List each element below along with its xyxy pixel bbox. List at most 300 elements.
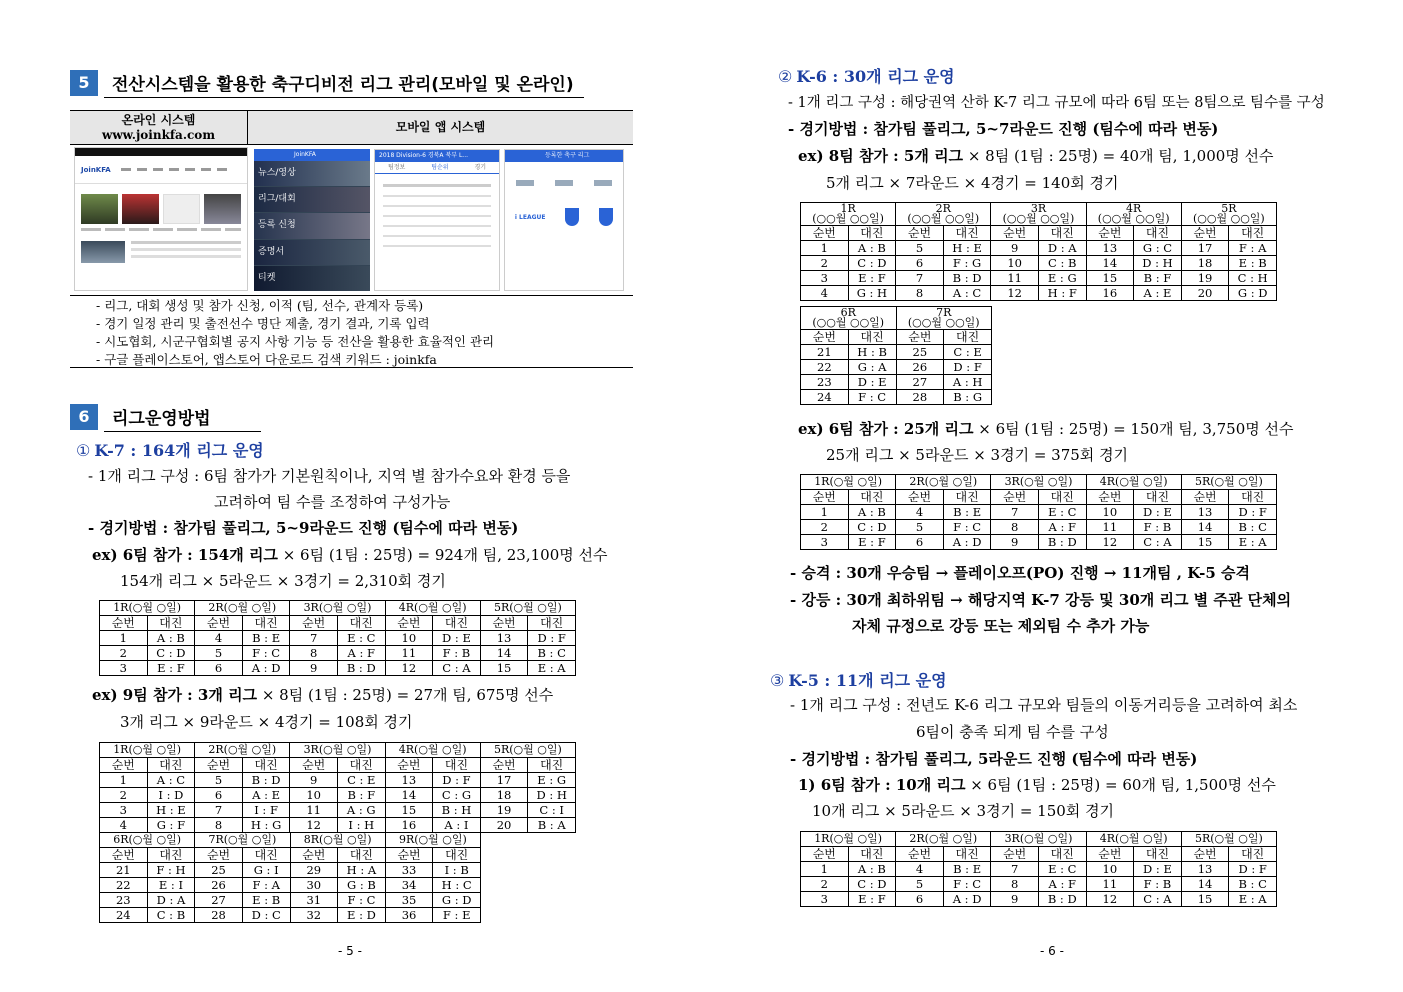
match-order: 22: [100, 878, 148, 893]
match-pairing: A : H: [944, 375, 992, 390]
k7-example-2-calc: 3개 리그 × 9라운드 × 4경기 = 108회 경기: [120, 713, 413, 731]
match-pairing: F : C: [242, 646, 290, 661]
col-label-order: 순번: [100, 616, 148, 631]
match-pairing: A : F: [337, 646, 385, 661]
match-order: 33: [385, 863, 433, 878]
k6-8team-schedule-1: [800, 202, 1277, 301]
round-header: [1181, 203, 1276, 226]
k5-6team-schedule: [800, 831, 1277, 907]
match-pairing: C : D: [848, 877, 896, 892]
app-screenshot-leagues: 등록한 축구 리그 i LEAGUE: [504, 149, 624, 291]
app-menu-item[interactable]: 등록 신청: [254, 213, 370, 239]
round-name: 3R: [1030, 201, 1047, 215]
match-order: 5: [896, 241, 944, 256]
match-order: 16: [1086, 286, 1134, 301]
match-order: 24: [100, 908, 148, 923]
match-order: 1: [100, 631, 148, 646]
match-pairing: I : H: [337, 818, 385, 833]
match-order: 6: [896, 535, 944, 550]
round-header: [991, 203, 1086, 226]
col-label-match: 대진: [848, 330, 896, 345]
match-order: 28: [896, 390, 944, 405]
col-label-match: 대진: [1038, 490, 1086, 505]
round-date: (○○월 ○○일): [1002, 212, 1075, 225]
k5-example-1-calc: 10개 리그 × 5라운드 × 3경기 = 150회 경기: [812, 802, 1115, 820]
match-order: 8: [896, 286, 944, 301]
section-6-heading: [70, 402, 261, 432]
app2-tab[interactable]: 팀순위: [431, 164, 449, 171]
match-order: 14: [1086, 256, 1134, 271]
match-pairing: C : E: [337, 773, 385, 788]
match-order: 12: [290, 818, 338, 833]
match-order: 27: [896, 375, 944, 390]
match-pairing: F : A: [1229, 241, 1277, 256]
match-order: 4: [896, 505, 944, 520]
match-pairing: H : A: [338, 863, 386, 878]
match-order: 12: [991, 286, 1039, 301]
match-pairing: E : F: [848, 535, 896, 550]
match-order: 21: [801, 345, 849, 360]
round-header: [896, 307, 992, 330]
page-number: - 6 -: [1040, 944, 1064, 958]
table-row: [100, 863, 481, 878]
match-pairing: D : H: [1134, 256, 1182, 271]
col-label-order: 순번: [1181, 490, 1229, 505]
table-row: [801, 390, 992, 405]
match-order: 2: [100, 646, 148, 661]
match-order: 7: [991, 505, 1039, 520]
match-order: 5: [195, 646, 243, 661]
round-date: (○○월 ○○일): [812, 212, 884, 225]
match-pairing: C : I: [528, 803, 576, 818]
match-pairing: D : E: [848, 375, 896, 390]
match-order: 15: [1181, 535, 1229, 550]
match-order: 10: [1086, 862, 1134, 877]
match-order: 2: [801, 256, 849, 271]
match-order: 9: [290, 661, 338, 676]
app-menu-item[interactable]: 리그/대회: [254, 187, 370, 213]
round-name: 4R: [1126, 201, 1142, 215]
round-header: 3R(○월 ○일): [991, 832, 1086, 847]
match-order: 35: [385, 893, 433, 908]
col-label-order: 순번: [1181, 226, 1229, 241]
round-header: 4R(○월 ○일): [1086, 832, 1181, 847]
match-pairing: B : D: [242, 773, 290, 788]
match-order: 9: [991, 241, 1039, 256]
match-pairing: D : H: [528, 788, 576, 803]
match-order: 5: [195, 773, 243, 788]
match-pairing: E : I: [147, 878, 195, 893]
match-pairing: B : D: [1038, 535, 1086, 550]
match-order: 4: [100, 818, 148, 833]
match-order: 15: [1086, 271, 1134, 286]
system-bullet: - 구글 플레이스토어, 앱스토어 다운로드 검색 키워드 : joinkfa: [96, 352, 437, 367]
match-pairing: G : I: [242, 863, 290, 878]
col-label-match: 대진: [1038, 226, 1086, 241]
match-pairing: B : C: [1229, 877, 1277, 892]
round-header: [801, 203, 896, 226]
round-header: 7R(○월 ○일): [195, 833, 290, 848]
round-header: 2R(○월 ○일): [896, 475, 991, 490]
match-order: 29: [290, 863, 338, 878]
round-header: 6R(○월 ○일): [100, 833, 195, 848]
match-order: 13: [385, 773, 433, 788]
round-header: 3R(○월 ○일): [991, 475, 1086, 490]
match-order: 7: [290, 631, 338, 646]
col-label-match: 대진: [242, 758, 290, 773]
match-order: 18: [1181, 256, 1229, 271]
match-order: 11: [1086, 877, 1134, 892]
col-label-order: 순번: [195, 758, 243, 773]
match-pairing: A : B: [848, 505, 896, 520]
match-order: 17: [480, 773, 528, 788]
match-order: 17: [1181, 241, 1229, 256]
match-order: 3: [801, 535, 849, 550]
col-label-order: 순번: [100, 758, 148, 773]
col-label-order: 순번: [480, 616, 528, 631]
match-order: 22: [801, 360, 849, 375]
match-order: 15: [480, 661, 528, 676]
match-pairing: E : F: [848, 892, 896, 907]
match-order: 3: [801, 892, 849, 907]
section-title: 리그운영방법: [104, 402, 261, 432]
match-pairing: F : G: [943, 256, 991, 271]
round-header: 9R(○월 ○일): [385, 833, 480, 848]
round-header: [1086, 203, 1181, 226]
match-pairing: D : F: [1229, 862, 1277, 877]
match-order: 14: [385, 788, 433, 803]
match-order: 8: [991, 877, 1039, 892]
match-order: 18: [480, 788, 528, 803]
match-pairing: E : F: [848, 271, 896, 286]
table-row: [801, 505, 1277, 520]
match-pairing: H : F: [1038, 286, 1086, 301]
k7-heading: [76, 438, 264, 461]
app-screenshot-standings: [374, 149, 500, 291]
match-pairing: A : F: [1038, 877, 1086, 892]
col-label-order: 순번: [896, 847, 944, 862]
match-order: 20: [1181, 286, 1229, 301]
match-order: 5: [896, 877, 944, 892]
match-order: 1: [801, 862, 849, 877]
col-label-match: 대진: [848, 490, 896, 505]
k6-line: - 1개 리그 구성 : 해당권역 산하 K-7 리그 규모에 따라 6팀 또는 8팀으로 팀수를 구성: [788, 95, 1325, 111]
match-pairing: F : B: [1134, 877, 1182, 892]
k5-heading: [770, 668, 947, 691]
match-order: 34: [385, 878, 433, 893]
mobile-system-header: 모바일 앱 시스템: [248, 111, 633, 145]
match-pairing: B : D: [943, 271, 991, 286]
col-label-match: 대진: [433, 848, 481, 863]
round-date: (○○월 ○○일): [1193, 212, 1265, 225]
match-order: 6: [896, 256, 944, 271]
col-label-order: 순번: [1086, 490, 1134, 505]
table-row: [801, 375, 992, 390]
match-order: 23: [100, 893, 148, 908]
col-label-match: 대진: [337, 616, 385, 631]
match-pairing: E : A: [528, 661, 576, 676]
k6-title: K-6 : 30개 리그 운영: [796, 67, 955, 86]
col-label-match: 대진: [943, 847, 991, 862]
match-pairing: B : G: [944, 390, 992, 405]
example-text: × 6팀 (1팀 : 25명) = 924개 팀, 23,100명 선수: [277, 546, 608, 564]
match-order: 1: [801, 241, 849, 256]
round-header: 4R(○월 ○일): [385, 601, 480, 616]
section-title: 전산시스템을 활용한 축구디비전 리그 관리(모바일 및 온라인): [104, 68, 584, 98]
example-label: ex) 6팀 참가 : 25개 리그: [798, 420, 974, 438]
match-order: 30: [290, 878, 338, 893]
match-order: 4: [195, 631, 243, 646]
table-row: [100, 631, 576, 646]
match-pairing: G : B: [338, 878, 386, 893]
app-menu-item[interactable]: 뉴스/영상: [254, 161, 370, 187]
k6-example-2-calc: 25개 리그 × 5라운드 × 3경기 = 375회 경기: [826, 446, 1129, 464]
k6-example-2: [798, 418, 1294, 439]
match-pairing: B : D: [337, 661, 385, 676]
example-label: ex) 6팀 참가 : 154개 리그: [92, 546, 278, 564]
match-order: 4: [896, 862, 944, 877]
page-5: [0, 0, 700, 992]
match-pairing: A : D: [242, 661, 290, 676]
col-label-order: 순번: [991, 847, 1039, 862]
match-order: 2: [801, 520, 849, 535]
col-label-order: 순번: [195, 848, 243, 863]
match-pairing: G : C: [1134, 241, 1182, 256]
match-order: 12: [1086, 892, 1134, 907]
table-row: [801, 286, 1277, 301]
round-name: 5R: [1221, 201, 1237, 215]
col-label-match: 대진: [848, 226, 896, 241]
round-header: 8R(○월 ○일): [290, 833, 385, 848]
match-order: 14: [1181, 520, 1229, 535]
match-pairing: H : C: [433, 878, 481, 893]
match-order: 11: [991, 271, 1039, 286]
round-header: 5R(○월 ○일): [480, 601, 575, 616]
col-label-match: 대진: [943, 226, 991, 241]
match-pairing: E : C: [1038, 862, 1086, 877]
col-label-match: 대진: [338, 848, 386, 863]
k5-method: - 경기방법 : 참가팀 풀리그, 5라운드 진행 (팀수에 따라 변동): [790, 750, 1198, 768]
match-pairing: B : F: [1134, 271, 1182, 286]
match-pairing: G : D: [433, 893, 481, 908]
system-bullet: - 리그, 대회 생성 및 참가 신청, 이적 (팀, 선수, 관계자 등록): [96, 298, 424, 313]
k7-method: - 경기방법 : 참가팀 풀리그, 5~9라운드 진행 (팀수에 따라 변동): [88, 519, 519, 537]
match-order: 7: [991, 862, 1039, 877]
match-pairing: G : A: [848, 360, 896, 375]
k6-heading: [778, 64, 955, 87]
match-pairing: B : F: [337, 788, 385, 803]
match-order: 15: [385, 803, 433, 818]
col-label-order: 순번: [801, 847, 849, 862]
match-order: 9: [991, 535, 1039, 550]
match-order: 9: [290, 773, 338, 788]
app-menu-item[interactable]: 티켓: [254, 266, 370, 291]
match-order: 12: [1086, 535, 1134, 550]
table-row: [801, 360, 992, 375]
table-row: [801, 241, 1277, 256]
match-pairing: B : E: [943, 862, 991, 877]
circle-number: ③: [770, 671, 785, 690]
k7-6team-schedule: [99, 600, 576, 676]
match-pairing: A : B: [848, 862, 896, 877]
online-url: www.joinkfa.com: [101, 128, 216, 142]
match-pairing: D : A: [1038, 241, 1086, 256]
match-pairing: G : H: [848, 286, 896, 301]
match-pairing: D : F: [433, 773, 481, 788]
k6-example-1: [798, 145, 1274, 166]
match-pairing: D : E: [1134, 505, 1182, 520]
match-pairing: C : A: [1134, 892, 1182, 907]
match-pairing: C : A: [433, 661, 481, 676]
match-order: 13: [1086, 241, 1134, 256]
match-order: 6: [195, 661, 243, 676]
match-pairing: E : C: [337, 631, 385, 646]
match-order: 1: [801, 505, 849, 520]
col-label-match: 대진: [1038, 847, 1086, 862]
match-order: 16: [385, 818, 433, 833]
col-label-match: 대진: [1229, 226, 1277, 241]
match-order: 19: [1181, 271, 1229, 286]
col-label-order: 순번: [801, 330, 849, 345]
example-text: × 6팀 (1팀 : 25명) = 60개 팀, 1,500명 선수: [965, 776, 1276, 794]
match-order: 11: [385, 646, 433, 661]
col-label-order: 순번: [195, 616, 243, 631]
col-label-match: 대진: [242, 848, 290, 863]
col-label-match: 대진: [944, 330, 992, 345]
match-pairing: H : E: [147, 803, 195, 818]
match-order: 36: [385, 908, 433, 923]
round-header: 5R(○월 ○일): [1181, 475, 1276, 490]
col-label-order: 순번: [801, 490, 849, 505]
col-label-order: 순번: [385, 848, 433, 863]
match-order: 10: [1086, 505, 1134, 520]
col-label-match: 대진: [528, 616, 576, 631]
col-label-order: 순번: [991, 226, 1039, 241]
k6-promotion: - 승격 : 30개 우승팀 → 플레이오프(PO) 진행 → 11개팀 , K-5 승격: [790, 564, 1251, 582]
table-row: [801, 862, 1277, 877]
match-pairing: A : C: [147, 773, 195, 788]
match-order: 7: [195, 803, 243, 818]
match-pairing: C : H: [1229, 271, 1277, 286]
round-name: 7R: [936, 305, 952, 319]
k5-example-1: [798, 774, 1276, 795]
col-label-match: 대진: [1134, 226, 1182, 241]
match-order: 7: [896, 271, 944, 286]
match-order: 3: [100, 803, 148, 818]
match-pairing: G : D: [1229, 286, 1277, 301]
match-order: 25: [896, 345, 944, 360]
section-5-heading: [70, 68, 584, 98]
match-order: 25: [195, 863, 243, 878]
page-number: - 5 -: [338, 944, 362, 958]
col-label-order: 순번: [385, 758, 433, 773]
table-row: [801, 877, 1277, 892]
col-label-order: 순번: [290, 758, 338, 773]
match-order: 10: [385, 631, 433, 646]
match-order: 8: [991, 520, 1039, 535]
round-header: 1R(○월 ○일): [100, 743, 195, 758]
match-pairing: D : E: [1134, 862, 1182, 877]
col-label-match: 대진: [1229, 490, 1277, 505]
match-order: 3: [801, 271, 849, 286]
table-row: [100, 661, 576, 676]
match-pairing: C : B: [1038, 256, 1086, 271]
round-header: 3R(○월 ○일): [290, 601, 385, 616]
match-pairing: D : F: [1229, 505, 1277, 520]
match-order: 11: [1086, 520, 1134, 535]
circle-number: ①: [76, 441, 91, 460]
round-header: 4R(○월 ○일): [1086, 475, 1181, 490]
match-order: 4: [801, 286, 849, 301]
table-row: [801, 535, 1277, 550]
table-row: [801, 892, 1277, 907]
col-label-order: 순번: [1181, 847, 1229, 862]
match-pairing: H : G: [242, 818, 290, 833]
k6-relegation: - 강등 : 30개 최하위팀 → 해당지역 K-7 강등 및 30개 리그 별 주관 단체의: [790, 591, 1292, 609]
table-row: [100, 788, 576, 803]
col-label-match: 대진: [433, 616, 481, 631]
col-label-order: 순번: [100, 848, 148, 863]
table-row: [100, 773, 576, 788]
match-order: 10: [991, 256, 1039, 271]
match-pairing: I : F: [242, 803, 290, 818]
match-pairing: D : E: [433, 631, 481, 646]
match-pairing: E : G: [1038, 271, 1086, 286]
match-pairing: D : F: [944, 360, 992, 375]
match-order: 27: [195, 893, 243, 908]
round-name: 2R: [935, 201, 951, 215]
round-header: 1R(○월 ○일): [801, 832, 896, 847]
match-pairing: F : H: [147, 863, 195, 878]
table-row: [100, 646, 576, 661]
match-pairing: I : D: [147, 788, 195, 803]
table-row: [100, 818, 576, 833]
match-pairing: B : C: [1229, 520, 1277, 535]
table-row: [100, 878, 481, 893]
section-number: 5: [70, 70, 98, 96]
match-pairing: E : F: [147, 661, 195, 676]
k7-9team-schedule-2: [99, 832, 481, 923]
match-order: 12: [385, 661, 433, 676]
app-menu-item[interactable]: 증명서: [254, 240, 370, 266]
match-pairing: D : F: [528, 631, 576, 646]
round-date: (○○월 ○○일): [1097, 212, 1170, 225]
app2-tab[interactable]: 경기: [474, 164, 487, 171]
match-pairing: C : A: [1134, 535, 1182, 550]
table-row: [100, 893, 481, 908]
k6-method: - 경기방법 : 참가팀 풀리그, 5~7라운드 진행 (팀수에 따라 변동): [788, 120, 1219, 138]
match-order: 31: [290, 893, 338, 908]
match-order: 23: [801, 375, 849, 390]
match-pairing: F : E: [433, 908, 481, 923]
match-order: 13: [1181, 505, 1229, 520]
k6-8team-schedule-2: [800, 306, 992, 405]
table-row: [801, 256, 1277, 271]
app2-tab[interactable]: 팀정보: [387, 164, 406, 171]
col-label-match: 대진: [848, 847, 896, 862]
match-order: 8: [290, 646, 338, 661]
match-pairing: C : D: [848, 256, 896, 271]
match-pairing: A : E: [1134, 286, 1182, 301]
match-pairing: A : D: [943, 535, 991, 550]
match-pairing: C : E: [944, 345, 992, 360]
match-pairing: B : A: [528, 818, 576, 833]
app3-title: 등록한 축구 리그: [505, 150, 623, 162]
match-order: 2: [100, 788, 148, 803]
match-pairing: F : A: [242, 878, 290, 893]
match-pairing: A : I: [433, 818, 481, 833]
page-6: [700, 0, 1403, 992]
